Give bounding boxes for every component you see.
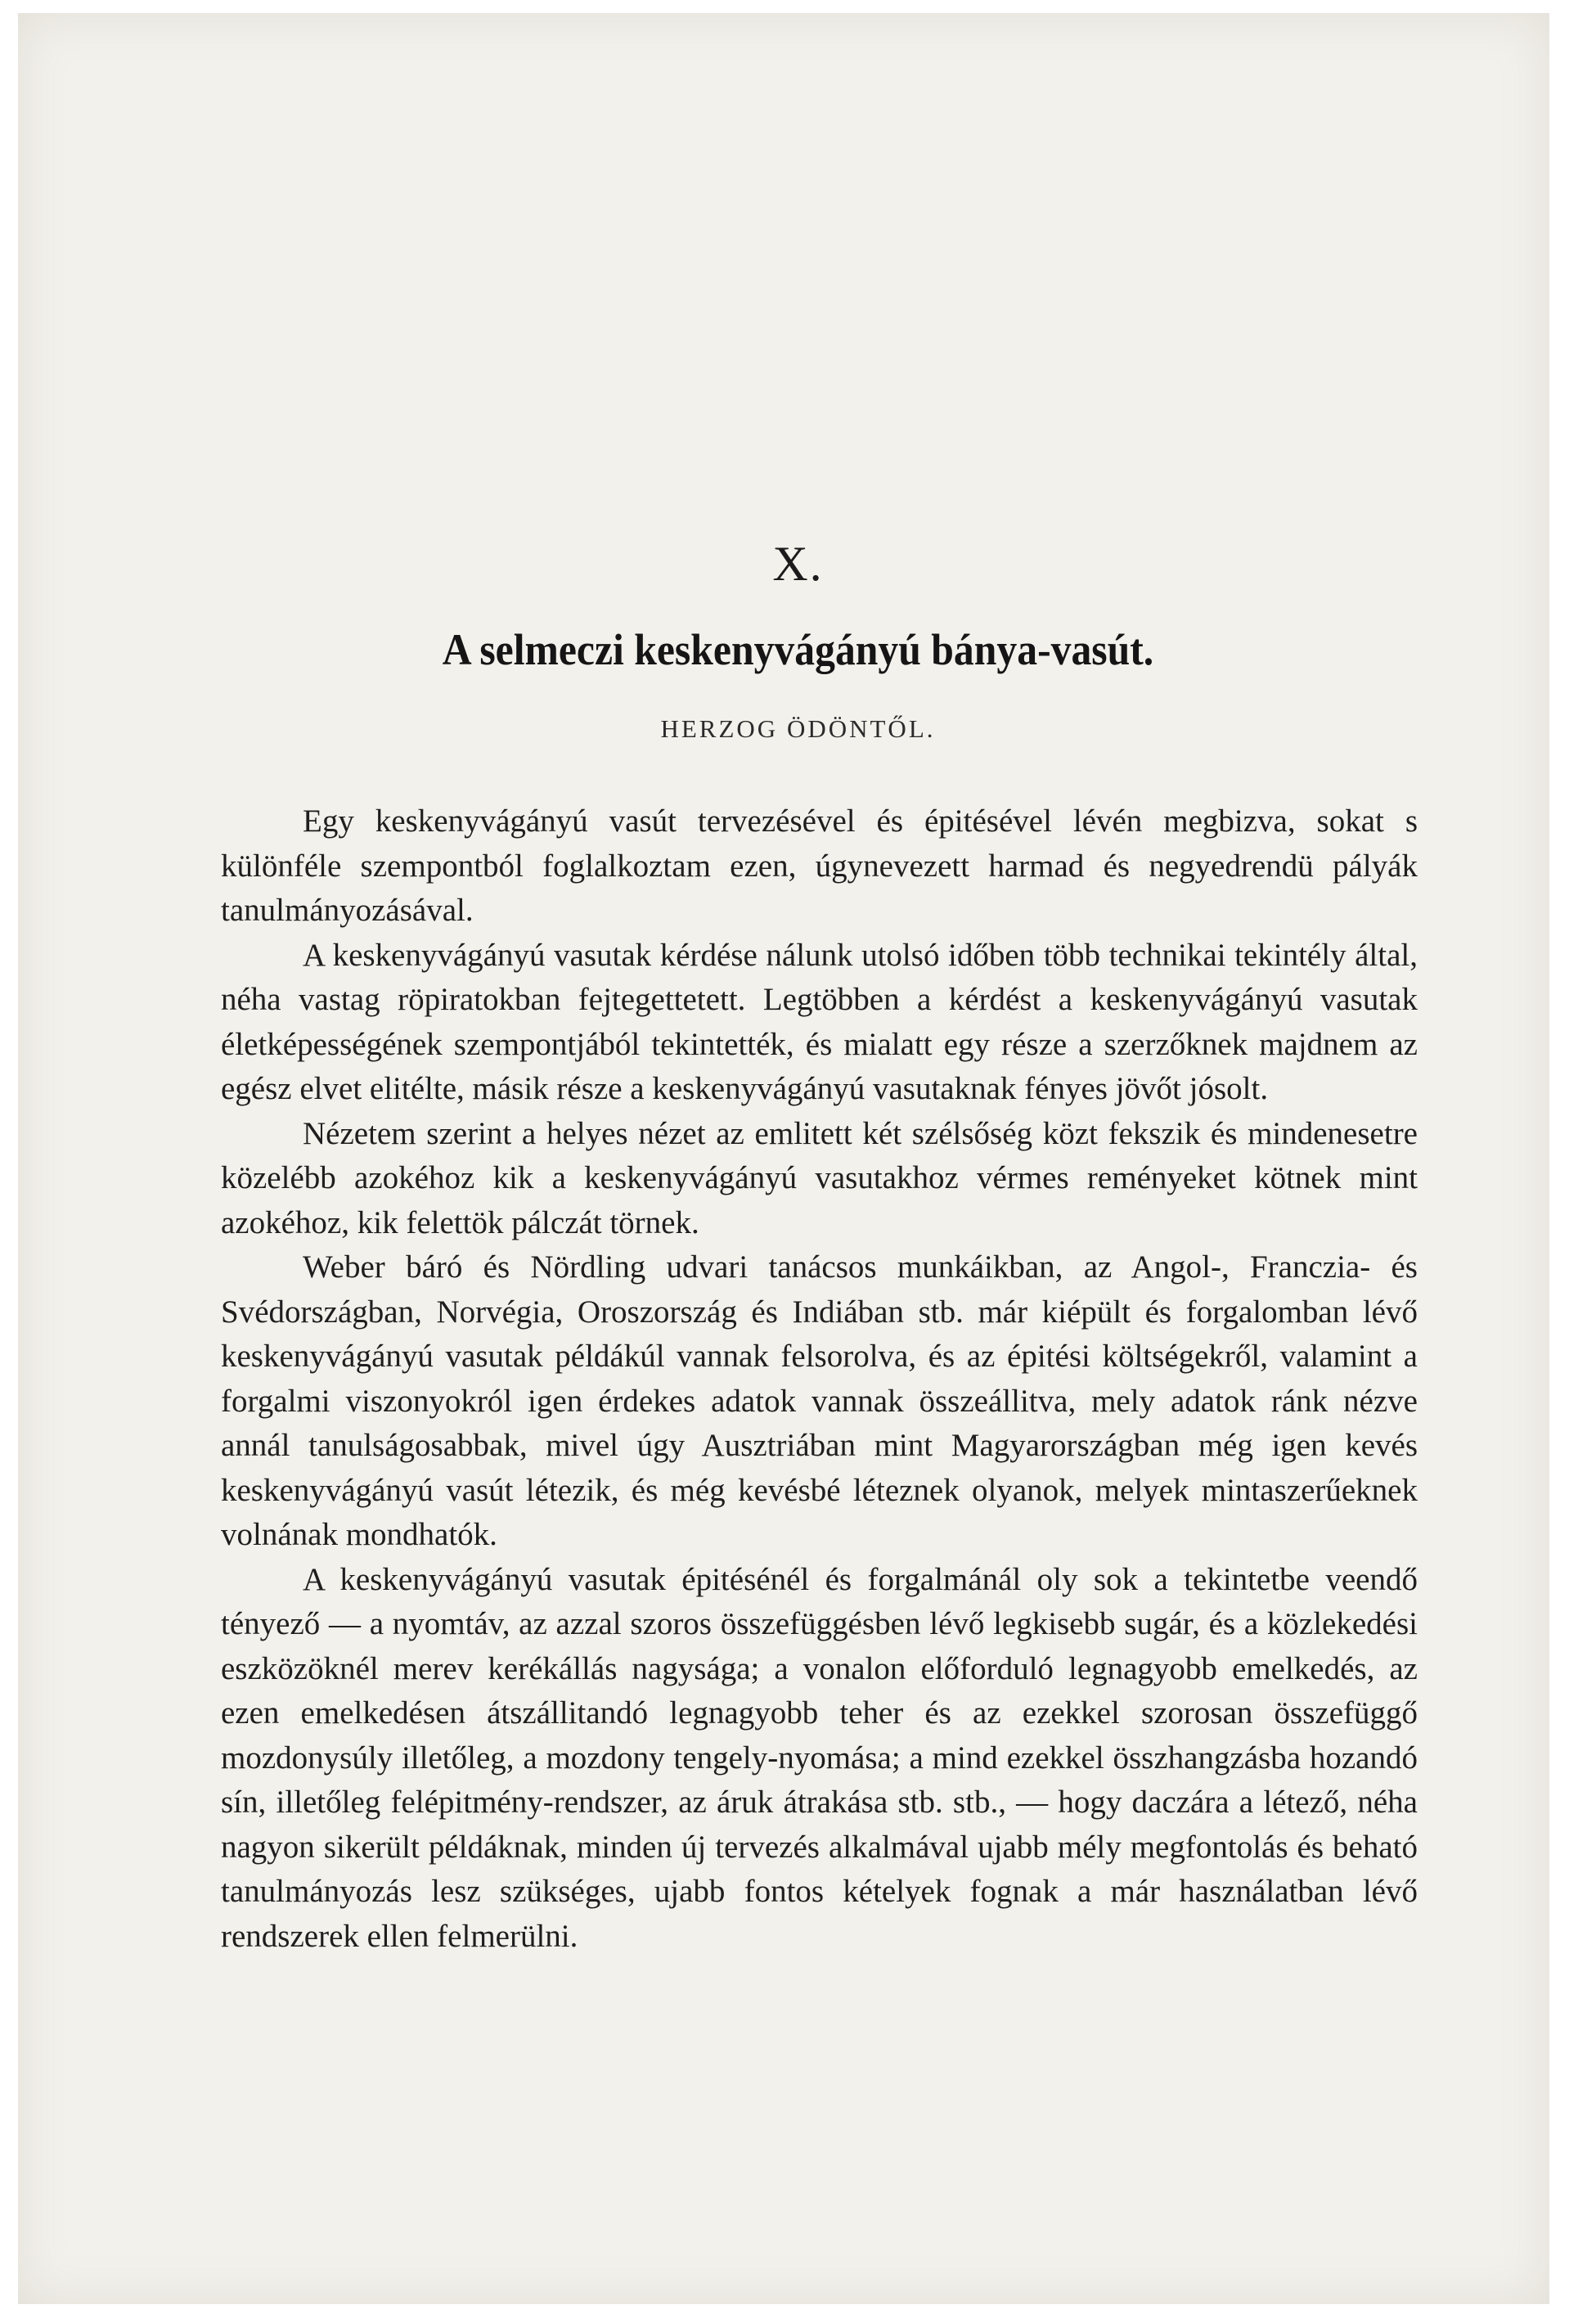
paragraph: A keskenyvágányú vasutak kérdése nálunk utolsó időben több technikai tekintély által, néha vastag röpiratokban fejtegettetett. Legtöbben a kérdést a keskenyvágányú vasutak életképességének szempontjából tekintették, és mialatt egy része a szerzőknek majdnem az egész elvet elitélte, másik része a keskenyvágányú vasutaknak fényes jövőt jósolt. [221,937,1418,1106]
paragraph: A keskenyvágányú vasutak épitésénél és forgalmánál oly sok a tekintetbe veendő tényező — a nyomtáv, az azzal szoros összefüggésben lévő legkisebb sugár, és a közlekedési eszközöknél merev kerékállás nagysága; a vonalon előforduló legnagyobb emelkedés, az ezen emelkedésen átszállitandó legnagyobb teher és az ezekkel szorosan összefüggő mozdonysúly illetőleg, a mozdony tengely-nyomása; a mind ezekkel összhangzásba hozandó sín, illetőleg felépitmény-rendszer, az áruk átrakása stb. stb., — hogy daczára a létező, néha nagyon sikerült példáknak, minden új tervezés alkalmával ujabb mély megfontolás és beható tanulmányozás lesz szükséges, ujabb fontos kételyek fognak a már használatban lévő rendszerek ellen felmerülni. [221,1561,1418,1954]
article-title: A selmeczi keskenyvágányú bánya-vasút. [442,625,1154,674]
paragraph: Egy keskenyvágányú vasút tervezésével és épitésével lévén megbizva, sokat s különféle szempontból foglalkoztam ezen, úgynevezett harmad és negyedrendü pályák tanulmányozásával. [221,803,1418,928]
author-byline: HERZOG ÖDÖNTŐL. [660,714,936,743]
article-body [221,799,1418,1959]
chapter-number: X. [772,537,824,591]
paragraph: Nézetem szerint a helyes nézet az emlitett két szélsőség közt fekszik és mindenesetre közelébb azokéhoz kik a keskenyvágányú vasutakhoz vérmes reményeket kötnek mint azokéhoz, kik felettök pálczát törnek. [221,1115,1418,1240]
paragraph: Weber báró és Nördling udvari tanácsos munkáikban, az Angol-, Franczia- és Svédországban, Norvégia, Oroszország és Indiában stb. már kiépült és forgalomban lévő keskenyvágányú vasutak példákúl vannak felsorolva, és az épitési költségekről, valamint a forgalmi viszonyokról igen érdekes adatok vannak összeállitva, mely adatok ránk nézve annál tanulságosabbak, mivel úgy Ausztriában mint Magyarországban még igen kevés keskenyvágányú vasút létezik, és még kevésbé léteznek olyanok, melyek mintaszerűeknek volnának mondhatók. [221,1249,1418,1552]
